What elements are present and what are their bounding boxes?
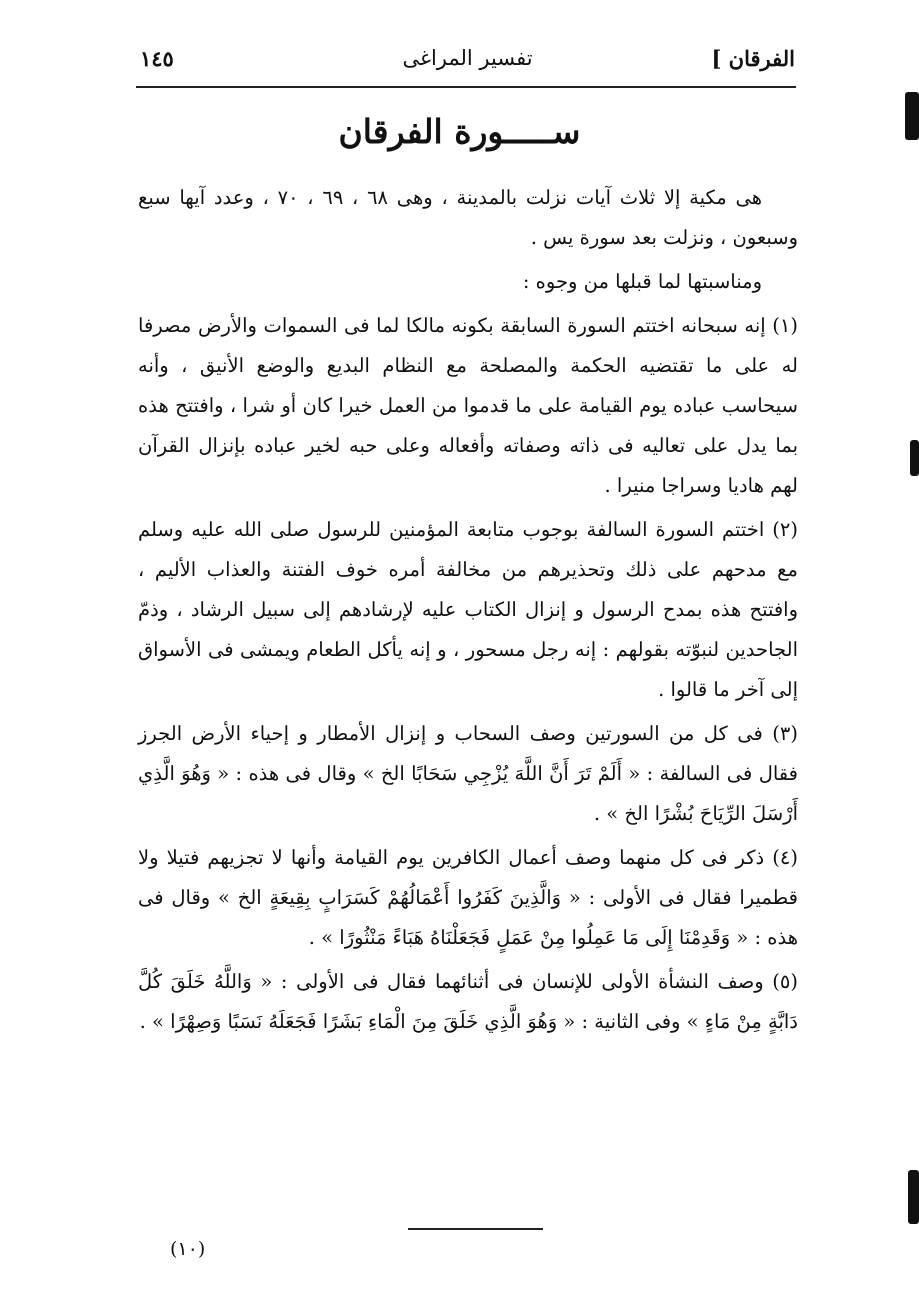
footer-divider bbox=[408, 1228, 543, 1230]
point-5: (٥) وصف النشأة الأولى للإنسان فى أثنائهما فقال فى الأولى : « وَاللَّهُ خَلَقَ كُلَّ دَابَّةٍ مِنْ مَاءٍ » وفى الثانية : « وَهُوَ الَّذِي خَلَقَ مِنَ الْمَاءِ بَشَرًا فَجَعَلَهُ نَسَبًا وَصِهْرًا » . bbox=[138, 970, 798, 1033]
header-surah-name: الفرقان ] bbox=[711, 46, 795, 71]
scan-edge-mark bbox=[908, 1170, 919, 1224]
point-4: (٤) ذكر فى كل منهما وصف أعمال الكافرين يوم القيامة وأنها لا تجزيهم فتيلا ولا قطميرا فقال فى الأولى : « وَالَّذِينَ كَفَرُوا أَعْمَالُهُمْ كَسَرَابٍ بِقِيعَةٍ الخ » وقال فى هذه : « وَقَدِمْنَا إِلَى مَا عَمِلُوا مِنْ عَمَلٍ فَجَعَلْنَاهُ هَبَاءً مَنْثُورًا » . bbox=[138, 846, 798, 949]
scan-edge-mark bbox=[905, 92, 919, 140]
running-header bbox=[140, 40, 795, 82]
point-2: (٢) اختتم السورة السالفة بوجوب متابعة المؤمنين للرسول صلى الله عليه وسلم مع مدحهم على ذلك وتحذيرهم من مخالفة أمره خوف الفتنة والعذاب الأليم ، وافتتح هذه بمدح الرسول و إنزال الكتاب عليه لإرشادهم إلى سبيل الرشاد ، وذمّ الجاحدين لنبوّته بقولهم : إنه رجل مسحور ، و إنه يأكل الطعام ويمشى فى الأسواق إلى آخر ما قالوا . bbox=[138, 518, 798, 701]
header-book-title: تفسير المراغى bbox=[402, 46, 533, 70]
signature-mark: (١٠) bbox=[170, 1238, 206, 1260]
point-3: (٣) فى كل من السورتين وصف السحاب و إنزال الأمطار و إحياء الأرض الجرز فقال فى السالفة : « أَلَمْ تَرَ أَنَّ اللَّهَ يُزْجِي سَحَابًا الخ » وقال فى هذه : « وَهُوَ الَّذِي أَرْسَلَ الرِّيَاحَ بُشْرًا الخ » . bbox=[138, 722, 798, 825]
point-1: (١) إنه سبحانه اختتم السورة السابقة بكونه مالكا لما فى السموات والأرض مصرفا له على ما تقتضيه الحكمة والمصلحة مع النظام البديع والوضع الأنيق ، وأنه سيحاسب عباده يوم القيامة على ما قدموا من العمل خيرا كان أو شرا ، وافتتح هذه بما يدل على تعاليه فى ذاته وصفاته وأفعاله وعلى حبه لخير عباده بإنزال القرآن لهم هاديا وسراجا منيرا . bbox=[138, 314, 798, 497]
surah-title: ســـــورة الفرقان bbox=[338, 112, 581, 151]
body-text bbox=[138, 178, 798, 1046]
header-divider bbox=[136, 86, 796, 88]
scan-edge-mark bbox=[910, 440, 919, 476]
intro-paragraph: هى مكية إلا ثلاث آيات نزلت بالمدينة ، وهى ٦٨ ، ٦٩ ، ٧٠ ، وعدد آيها سبع وسبعون ، ونزلت بعد سورة يس . bbox=[138, 186, 798, 249]
header-page-number: ١٤٥ bbox=[140, 46, 174, 71]
intro-relation-line: ومناسبتها لما قبلها من وجوه : bbox=[522, 270, 762, 293]
